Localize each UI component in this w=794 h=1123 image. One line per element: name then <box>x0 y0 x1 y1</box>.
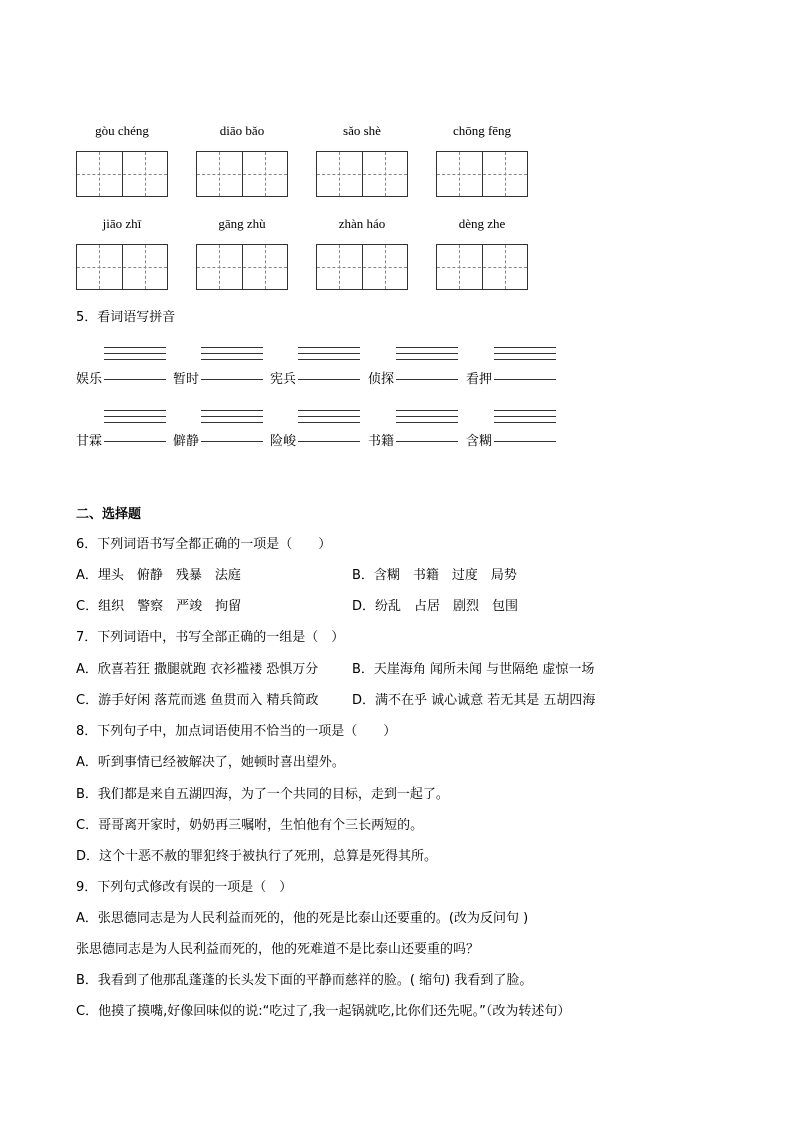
pinyin-label: dèng zhe <box>458 216 506 231</box>
pinyin-label: sǎo shè <box>343 123 381 138</box>
q9-option-a-rewrite: 张思德同志是为人民利益而死的，他的死难道不是比泰山还要重的吗？ <box>76 942 480 957</box>
pinyin-answer-line[interactable] <box>396 410 458 411</box>
pinyin-answer-line[interactable] <box>396 353 458 354</box>
q8-option-c[interactable]: C．哥哥离开家时，奶奶再三嘱咐，生怕他有个三长两短的。 <box>76 818 424 833</box>
pinyin-answer-line[interactable] <box>494 347 556 348</box>
pinyin-answer-line[interactable] <box>104 353 166 354</box>
pinyin-label: chōng fēng <box>452 123 512 138</box>
pinyin-answer-line[interactable] <box>298 416 360 417</box>
pinyin-answer-line[interactable] <box>298 410 360 411</box>
pinyin-answer-line[interactable] <box>104 422 166 423</box>
pinyin-answer-line[interactable] <box>298 347 360 348</box>
pinyin-answer-line[interactable] <box>201 353 263 354</box>
q9-option-a[interactable]: A．张思德同志是为人民利益而死的，他的死是比泰山还要重的。(改为反问句 ) <box>76 911 529 926</box>
pinyin-label: gāng zhù <box>218 216 266 231</box>
writing-grid-box[interactable] <box>316 151 408 197</box>
pinyin-answer-line[interactable] <box>104 441 166 442</box>
writing-grid-box[interactable] <box>436 151 528 197</box>
pinyin-answer-line[interactable] <box>494 379 556 380</box>
writing-grid-box[interactable] <box>196 151 288 197</box>
pinyin-label: diāo bǎo <box>219 123 265 138</box>
pinyin-answer-line[interactable] <box>201 379 263 380</box>
pinyin-answer-line[interactable] <box>298 359 360 360</box>
section-title: 二、选择题 <box>76 507 142 522</box>
pinyin-answer-line[interactable] <box>201 441 263 442</box>
pinyin-answer-line[interactable] <box>396 359 458 360</box>
pinyin-answer-line[interactable] <box>396 416 458 417</box>
pinyin-answer-line[interactable] <box>494 416 556 417</box>
question-5-title: 5．看词语写拼音 <box>76 310 176 325</box>
pinyin-answer-line[interactable] <box>201 410 263 411</box>
vocab-word: 看押 <box>466 372 493 387</box>
q8-option-a[interactable]: A．听到事情已经被解决了，她顿时喜出望外。 <box>76 755 345 770</box>
writing-grid-box[interactable] <box>76 244 168 290</box>
writing-grid-box[interactable] <box>76 151 168 197</box>
pinyin-answer-line[interactable] <box>396 441 458 442</box>
pinyin-answer-line[interactable] <box>201 347 263 348</box>
pinyin-answer-line[interactable] <box>494 441 556 442</box>
pinyin-answer-line[interactable] <box>494 353 556 354</box>
pinyin-answer-line[interactable] <box>104 410 166 411</box>
pinyin-answer-line[interactable] <box>298 379 360 380</box>
pinyin-answer-line[interactable] <box>104 379 166 380</box>
pinyin-label: gòu chéng <box>95 123 149 138</box>
writing-grid-box[interactable] <box>196 244 288 290</box>
q6-option-c[interactable]: C．组织 警察 严竣 拘留 <box>76 599 242 614</box>
q9-option-b[interactable]: B．我看到了他那乱蓬蓬的长头发下面的平静而慈祥的脸。( 缩句) 我看到了脸。 <box>76 973 533 988</box>
question-6-stem: 6．下列词语书写全都正确的一项是（ ） <box>76 537 332 552</box>
pinyin-answer-line[interactable] <box>201 359 263 360</box>
pinyin-answer-line[interactable] <box>494 359 556 360</box>
question-8-stem: 8．下列句子中，加点词语使用不恰当的一项是（ ） <box>76 724 397 739</box>
vocab-word: 含糊 <box>466 434 493 449</box>
vocab-word: 僻静 <box>173 434 200 449</box>
q7-option-b[interactable]: B．天崖海角 闻所未闻 与世隔绝 虚惊一场 <box>352 662 595 677</box>
vocab-word: 宪兵 <box>270 372 297 387</box>
q9-option-c[interactable]: C．他摸了摸嘴,好像回味似的说:“吃过了,我一起锅就吃,比你们还先呢。”（改为转述句） <box>76 1004 571 1019</box>
pinyin-answer-line[interactable] <box>396 379 458 380</box>
q6-option-a[interactable]: A．埋头 俯静 残暴 法庭 <box>76 568 241 583</box>
question-7-stem: 7．下列词语中，书写全部正确的一组是（ ） <box>76 630 345 645</box>
pinyin-answer-line[interactable] <box>298 422 360 423</box>
pinyin-answer-line[interactable] <box>396 347 458 348</box>
q7-option-a[interactable]: A．欣喜若狂 撒腿就跑 衣衫褴褛 恐惧万分 <box>76 662 319 677</box>
pinyin-answer-line[interactable] <box>104 416 166 417</box>
q6-option-d[interactable]: D．纷乱 占居 剧烈 包围 <box>352 599 519 614</box>
pinyin-answer-line[interactable] <box>494 410 556 411</box>
pinyin-answer-line[interactable] <box>298 353 360 354</box>
pinyin-label: jiāo zhī <box>102 216 142 231</box>
pinyin-answer-line[interactable] <box>494 422 556 423</box>
pinyin-answer-line[interactable] <box>298 441 360 442</box>
question-9-stem: 9．下列句式修改有误的一项是（ ） <box>76 880 293 895</box>
vocab-word: 暂时 <box>173 372 200 387</box>
vocab-word: 甘霖 <box>76 434 103 449</box>
writing-grid-box[interactable] <box>436 244 528 290</box>
q7-option-c[interactable]: C．游手好闲 落荒而逃 鱼贯而入 精兵简政 <box>76 693 319 708</box>
vocab-word: 书籍 <box>368 434 395 449</box>
pinyin-answer-line[interactable] <box>104 359 166 360</box>
q6-option-b[interactable]: B．含糊 书籍 过度 局势 <box>352 568 517 583</box>
q8-option-b[interactable]: B．我们都是来自五湖四海，为了一个共同的目标，走到一起了。 <box>76 787 449 802</box>
vocab-word: 险峻 <box>270 434 297 449</box>
q7-option-d[interactable]: D．满不在乎 诚心诚意 若无其是 五胡四海 <box>352 693 596 708</box>
pinyin-answer-line[interactable] <box>396 422 458 423</box>
pinyin-answer-line[interactable] <box>201 416 263 417</box>
writing-grid-box[interactable] <box>316 244 408 290</box>
pinyin-label: zhàn háo <box>338 216 386 231</box>
pinyin-answer-line[interactable] <box>104 347 166 348</box>
vocab-word: 侦探 <box>368 372 395 387</box>
vocab-word: 娱乐 <box>76 372 103 387</box>
pinyin-answer-line[interactable] <box>201 422 263 423</box>
q8-option-d[interactable]: D．这个十恶不赦的罪犯终于被执行了死刑，总算是死得其所。 <box>76 849 438 864</box>
